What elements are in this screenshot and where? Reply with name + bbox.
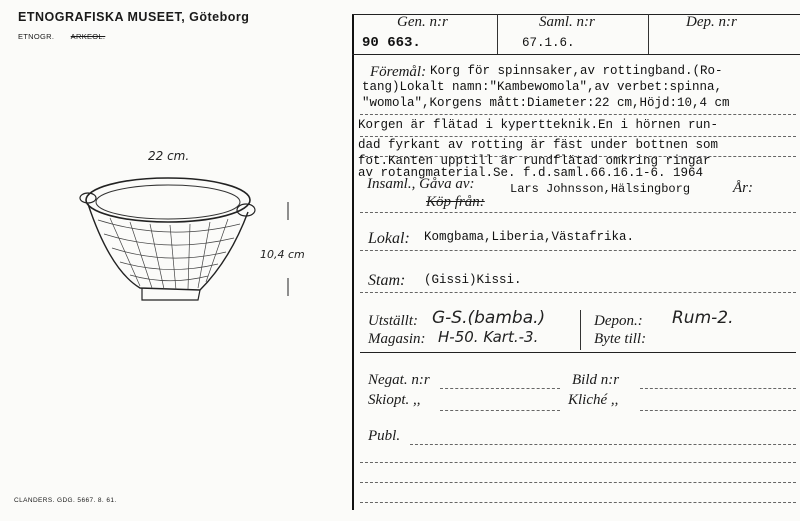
basket-sketch (70, 150, 330, 310)
col-divider-2 (648, 14, 649, 54)
department-line (18, 32, 105, 41)
saml-number-label: Saml. n:r (539, 14, 595, 30)
gen-number-label: Gen. n:r (397, 14, 448, 30)
rule-1 (360, 114, 796, 115)
ar-label: År: (733, 180, 753, 196)
numbers-bottom-border (352, 54, 800, 55)
rule-6 (360, 292, 796, 293)
kop-fran-label-struck: Köp från: (426, 194, 485, 210)
height-note: 10,4 cm (260, 248, 305, 261)
depon-label: Depon.: (594, 313, 643, 329)
depon-value: Rum-2. (672, 308, 734, 328)
rule-2 (360, 136, 796, 137)
rule-skiopt (440, 410, 560, 411)
width-note: 22 cm. (148, 150, 190, 163)
department-ethnography: ETNOGR. (18, 32, 55, 41)
foremal-line-3: "womola",Korgens mått:Diameter:22 cm,Höjd:10,4 cm (362, 96, 730, 110)
byte-till-label: Byte till: (594, 331, 647, 347)
stam-value: (Gissi)Kissi. (424, 273, 522, 287)
utstallt-label: Utställt: (368, 313, 419, 329)
gen-number-value: 90 663. (362, 35, 421, 51)
col-divider-1 (497, 14, 498, 54)
foremal-line-1: Korg för spinnsaker,av rottingband.(Ro- (430, 64, 723, 78)
rule-publ-4 (360, 502, 796, 503)
rule-negat (440, 388, 560, 389)
foremal-line-7: av rotangmaterial.Se. f.d.saml.66.16.1-6. 1964 (358, 166, 704, 180)
utstallt-value: G-S.(bamba.) (432, 308, 546, 328)
rule-publ-2 (360, 462, 796, 463)
rule-bild (640, 388, 796, 389)
rule-5 (360, 250, 796, 251)
magasin-label: Magasin: (368, 331, 426, 347)
foremal-line-2: tang)Lokalt namn:"Kambewomola",av verbet:spinna, (362, 80, 723, 94)
museum-title: ETNOGRAFISKA MUSEET, Göteborg (18, 10, 250, 24)
rule-publ-1 (410, 444, 796, 445)
insaml-value: Lars Johnsson,Hälsingborg (510, 182, 691, 196)
foremal-label: Föremål: (370, 64, 427, 80)
foremal-line-4: Korgen är flätad i kypertteknik.En i hörnen run- (358, 118, 719, 132)
rule-4 (360, 212, 796, 213)
stam-label: Stam: (368, 272, 406, 289)
publ-label: Publ. (368, 428, 401, 444)
skiopt-label: Skiopt. ,, (368, 392, 421, 408)
foremal-line-5: dad fyrkant av rotting är fäst under bottnen som (358, 138, 719, 152)
department-archaeology-struck: ARKEOL. (70, 32, 106, 41)
foremal-line-6: fot.Kanten upptill är rundflätad omkring ringar (358, 154, 711, 168)
rule-publ-3 (360, 482, 796, 483)
negat-label: Negat. n:r (368, 372, 430, 388)
lokal-label: Lokal: (368, 230, 410, 247)
card-left-border (352, 14, 354, 510)
cliche-label: Kliché ,, (568, 392, 619, 408)
placement-divider (580, 310, 581, 350)
rule-7 (360, 352, 796, 353)
print-code: CLANDERS. GDG. 5667. 8. 61. (14, 497, 117, 504)
magasin-value: H-50. Kart.-3. (438, 328, 539, 346)
dep-number-label: Dep. n:r (686, 14, 737, 30)
lokal-value: Komgbama,Liberia,Västafrika. (424, 230, 635, 244)
saml-number-value: 67.1.6. (522, 36, 575, 50)
insaml-label: Insaml., Gåva av: (367, 176, 475, 192)
bild-label: Bild n:r (572, 372, 620, 388)
rule-cliche (640, 410, 796, 411)
